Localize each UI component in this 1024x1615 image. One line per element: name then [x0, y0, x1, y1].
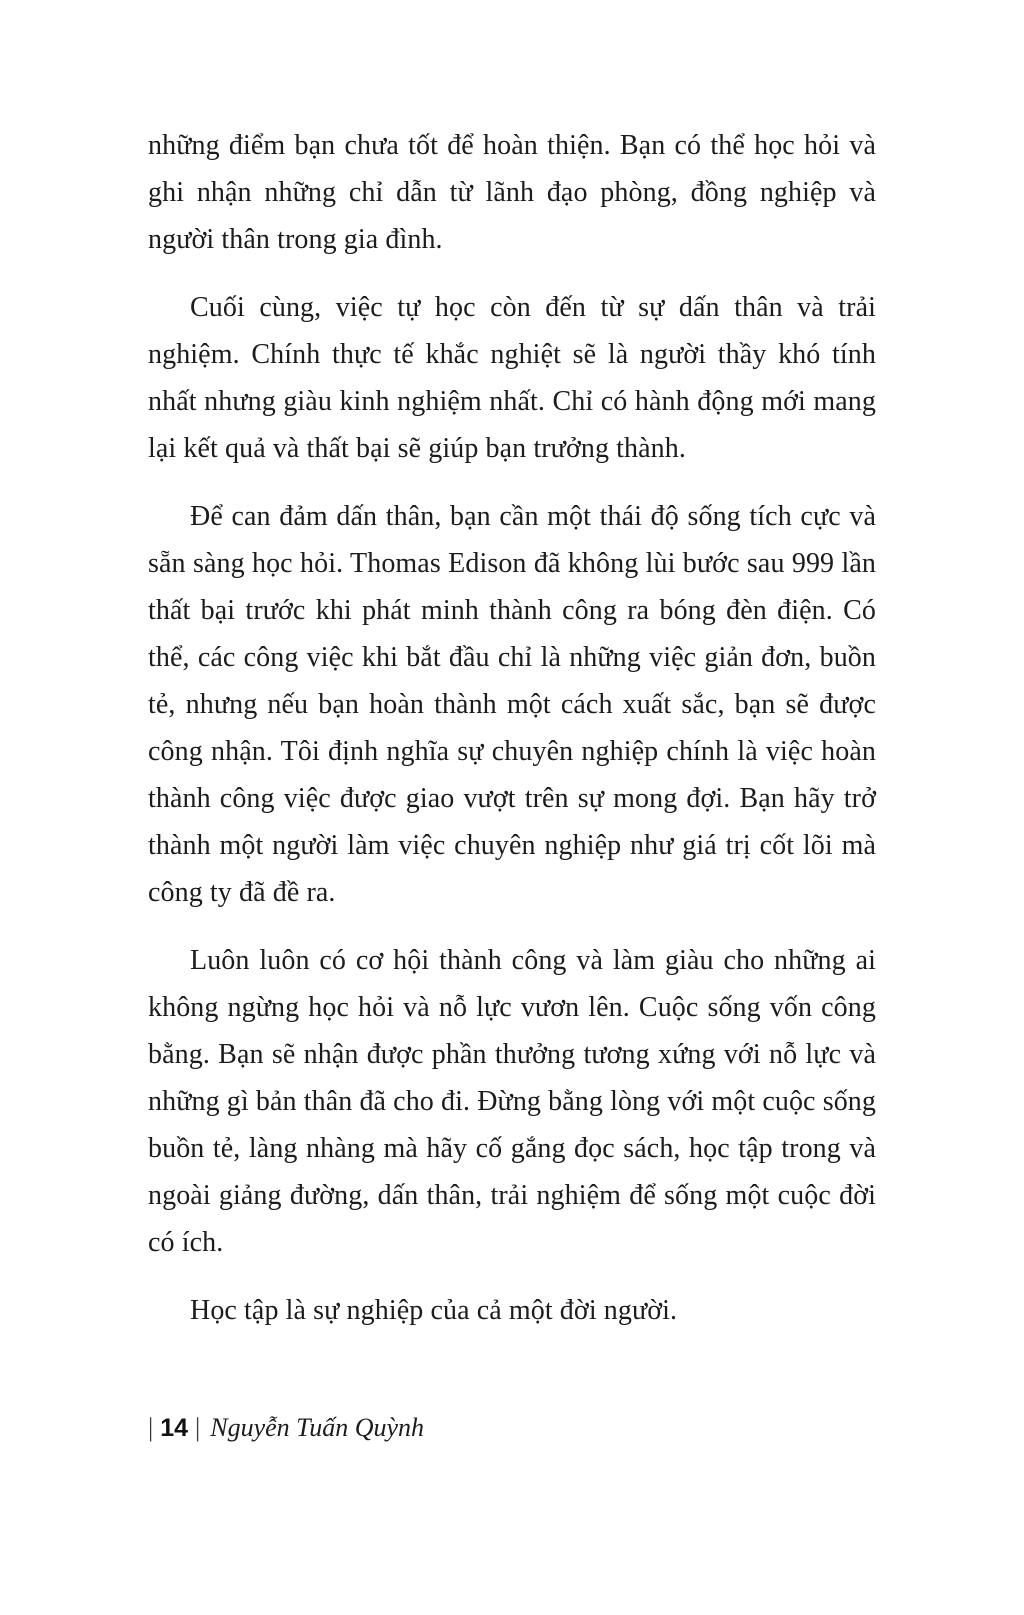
page-footer: [148, 1411, 424, 1445]
footer-separator: |: [148, 1413, 154, 1442]
page-number: 14: [160, 1414, 189, 1442]
paragraph: Học tập là sự nghiệp của cả một đời người.: [190, 1295, 678, 1326]
paragraph: Để can đảm dấn thân, bạn cần một thái độ sống tích cực và sẵn sàng học hỏi. Thomas Edison đã không lùi bước sau 999 lần thất bại trước khi phát minh thành công ra bóng đèn điện. Có thể, các công việc khi bắt đầu chỉ là những việc giản đơn, buồn tẻ, nhưng nếu bạn hoàn thành một cách xuất sắc, bạn sẽ được công nhận. Tôi định nghĩa sự chuyên nghiệp chính là việc hoàn thành công việc được giao vượt trên sự mong đợi. Bạn hãy trở thành một người làm việc chuyên nghiệp như giá trị cốt lõi mà công ty đã đề ra.: [148, 501, 876, 908]
footer-separator: |: [195, 1413, 201, 1442]
paragraph: Luôn luôn có cơ hội thành công và làm giàu cho những ai không ngừng học hỏi và nỗ lực vươn lên. Cuộc sống vốn công bằng. Bạn sẽ nhận được phần thưởng tương xứng với nỗ lực và những gì bản thân đã cho đi. Đừng bằng lòng với một cuộc sống buồn tẻ, làng nhàng mà hãy cố gắng đọc sách, học tập trong và ngoài giảng đường, dấn thân, trải nghiệm để sống một cuộc đời có ích.: [148, 945, 876, 1258]
paragraph: Cuối cùng, việc tự học còn đến từ sự dấn thân và trải nghiệm. Chính thực tế khắc nghiệt sẽ là người thầy khó tính nhất nhưng giàu kinh nghiệm nhất. Chỉ có hành động mới mang lại kết quả và thất bại sẽ giúp bạn trưởng thành.: [148, 292, 876, 464]
paragraph: những điểm bạn chưa tốt để hoàn thiện. Bạn có thể học hỏi và ghi nhận những chỉ dẫn từ lãnh đạo phòng, đồng nghiệp và người thân trong gia đình.: [148, 130, 876, 255]
author-name: Nguyễn Tuấn Quỳnh: [210, 1413, 425, 1442]
